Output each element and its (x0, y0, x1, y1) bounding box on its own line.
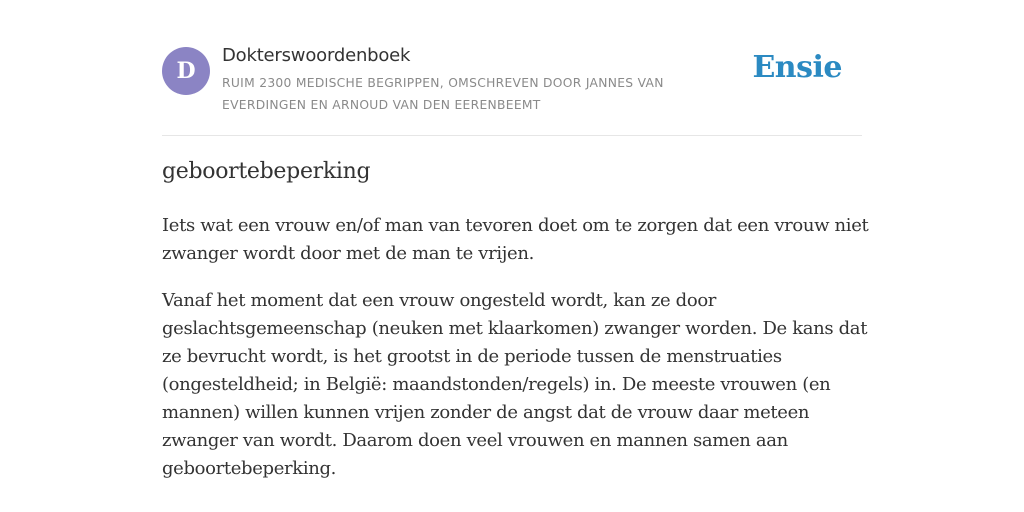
definition-paragraph: Iets wat een vrouw en/of man van tevoren doet om te zorgen dat een vrouw niet zwanger wordt door met de man te vrijen. (162, 215, 869, 264)
source-avatar[interactable]: D (162, 47, 210, 95)
entry-card (162, 0, 869, 479)
source-title[interactable]: Dokterswoordenboek (222, 45, 411, 66)
ensie-logo[interactable]: Ensie (752, 50, 842, 85)
source-subtitle: RUIM 2300 MEDISCHE BEGRIPPEN, OMSCHREVEN DOOR JANNES VAN EVERDINGEN EN ARNOUD VAN DEN EERENBEEMT (222, 76, 664, 112)
definition-paragraph: Vanaf het moment dat een vrouw ongesteld wordt, kan ze door geslachtsgemeenschap (neuken met klaarkomen) zwanger worden. De kans dat ze bevrucht wordt, is het grootst in de periode tussen de menstruaties (ongesteldheid; in België: maandstonden/regels) in. De meeste vrouwen (en mannen) willen kunnen vrijen zonder de angst dat de vrouw daar meteen zwanger van wordt. Daarom doen veel vrouwen en mannen samen aan geboortebeperking. (162, 290, 868, 479)
entry-term: geboortebeperking (162, 159, 371, 184)
source-header (162, 0, 862, 136)
